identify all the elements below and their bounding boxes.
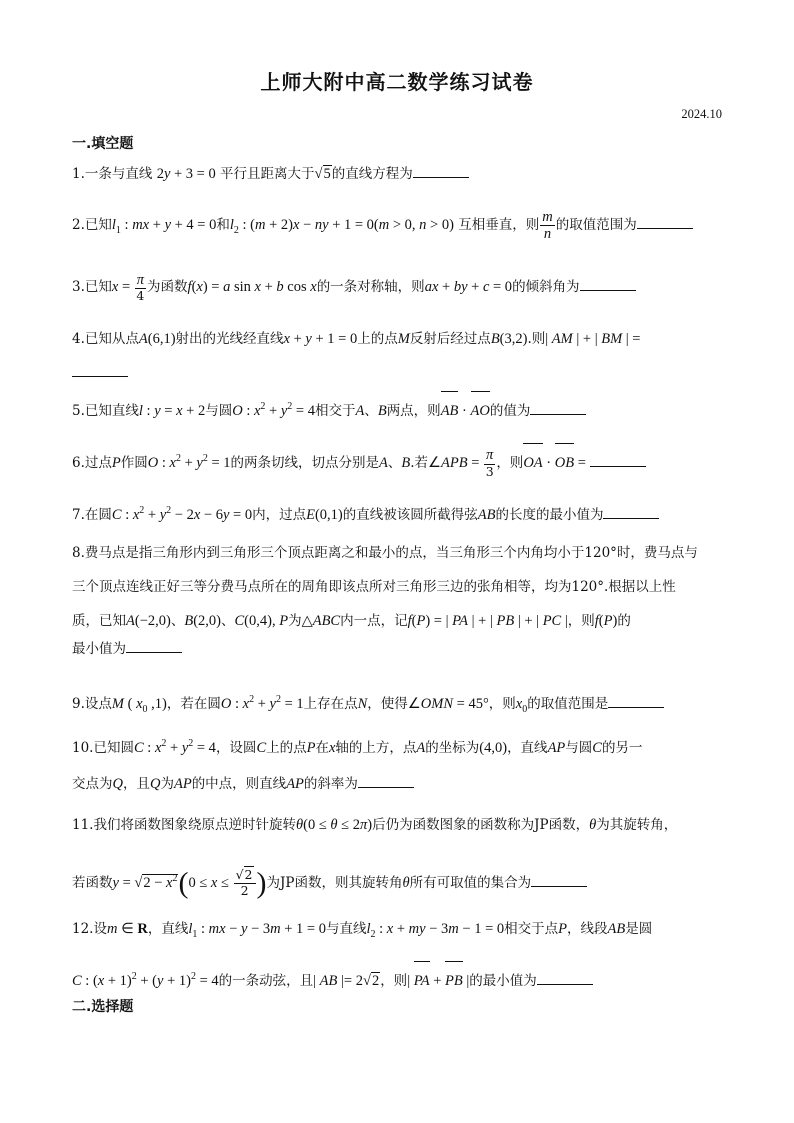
question-2: 2.已知$l_1$ : mx + y + 4 = 0和$l_2$ : (m + 2)x − ny + 1 = 0(m > 0, n > 0) 互相垂直，则 $\frac{m}{n}$ 的取值范围为 [72,208,722,248]
answer-blank[interactable] [537,972,593,985]
answer-blank[interactable] [608,695,664,708]
question-5: 5.已知直线l : y = x + 2与圆O : $x^2 + y^2 = 4$相交于A、B两点，则AB · AO的值为 [72,390,722,428]
question-10: 10.已知圆C : $x^2 + y^2 = 4$，设圆C上的点P在x轴的上方，点A的坐标为(4,0)，直线AP与圆C的另一 交点为Q，且Q为AP的中点，则直线AP的斜率为 [72,738,643,792]
question-8: 8.费马点是指三角形内到三角形三个顶点距离之和最小的点，当三角形三个内角均小于120°时，费马点与 三个顶点连线正好三等分费马点所在的周角即该点所对三角形三边的张角相等，均为120°.根据以上性 质，已知A(−2,0)、B(2,0)、C(0,4), P为△ABC内一点，记f(P) = | PA | + | PB | + | PC |，则f(P)的 最小值为 [72,545,698,657]
exam-date: 2024.10 [681,107,722,121]
section-multiple-choice: 二.选择题 [72,999,134,1015]
answer-blank[interactable] [72,364,128,377]
page-title: 上师大附中高二数学练习试卷 [260,70,534,94]
answer-blank[interactable] [358,775,414,788]
question-3: 3.已知x = $\frac{\pi}{4}$ 为函数f(x) = a sin x + b cos x的一条对称轴，则ax + by + c = 0的倾斜角为 [72,270,722,304]
answer-blank[interactable] [603,506,659,519]
question-6: 6.过点P作圆O : $x^2 + y^2 = 1$的两条切线，切点分别是A、B.若∠APB = $\frac{\pi}{3}$ ，则OA · OB = [72,442,722,480]
question-12: 12.设m ∈ R，直线$l_1$ : mx − y − 3m + 1 = 0与直线$l_2$ : x + my − 3m − 1 = 0相交于点P，线段AB是圆 C : $(x + 1)^2 + (y + 1)^2 = 4$的一条动弦，且| AB |= 2√2，则| PA + PB |的最小值为 [72,912,722,998]
answer-blank[interactable] [530,402,586,415]
answer-blank[interactable] [531,874,587,887]
question-9: 9.设点M ( $x_0$ ,1)，若在圆O : $x^2 + y^2 = 1$上存在点N，使得∠OMN = 45°，则$x_0$的取值范围是 [72,683,722,727]
answer-blank[interactable] [590,454,646,467]
question-4: 4.已知从点A(6,1)射出的光线经直线x + y + 1 = 0上的点M反射后经过点B(3,2).则| AM | + | BM | = [72,322,722,390]
section-fill-in: 一.填空题 [72,136,134,152]
answer-blank[interactable] [126,640,182,653]
question-7: 7.在圆C : $x^2 + y^2 - 2x - 6y = 0$内，过点E(0,1)的直线被该圆所截得弦AB的长度的最小值为 [72,494,722,532]
answer-blank[interactable] [580,278,636,291]
answer-blank[interactable] [413,165,469,178]
question-11: 11.我们将函数图象绕原点逆时针旋转θ(0 ≤ θ ≤ 2π)后仍为函数图象的函数称为JP函数，θ为其旋转角， 若函数$y = √2 - x^2(0 \le x$ ≤ $\frac{√2}{2}$ )为JP函数，则其旋转角θ所有可取值的集合为 [72,817,678,900]
answer-blank[interactable] [637,216,693,229]
question-1: 1.一条与直线 2y + 3 = 0 平行且距离大于√5的直线方程为 [72,157,722,191]
